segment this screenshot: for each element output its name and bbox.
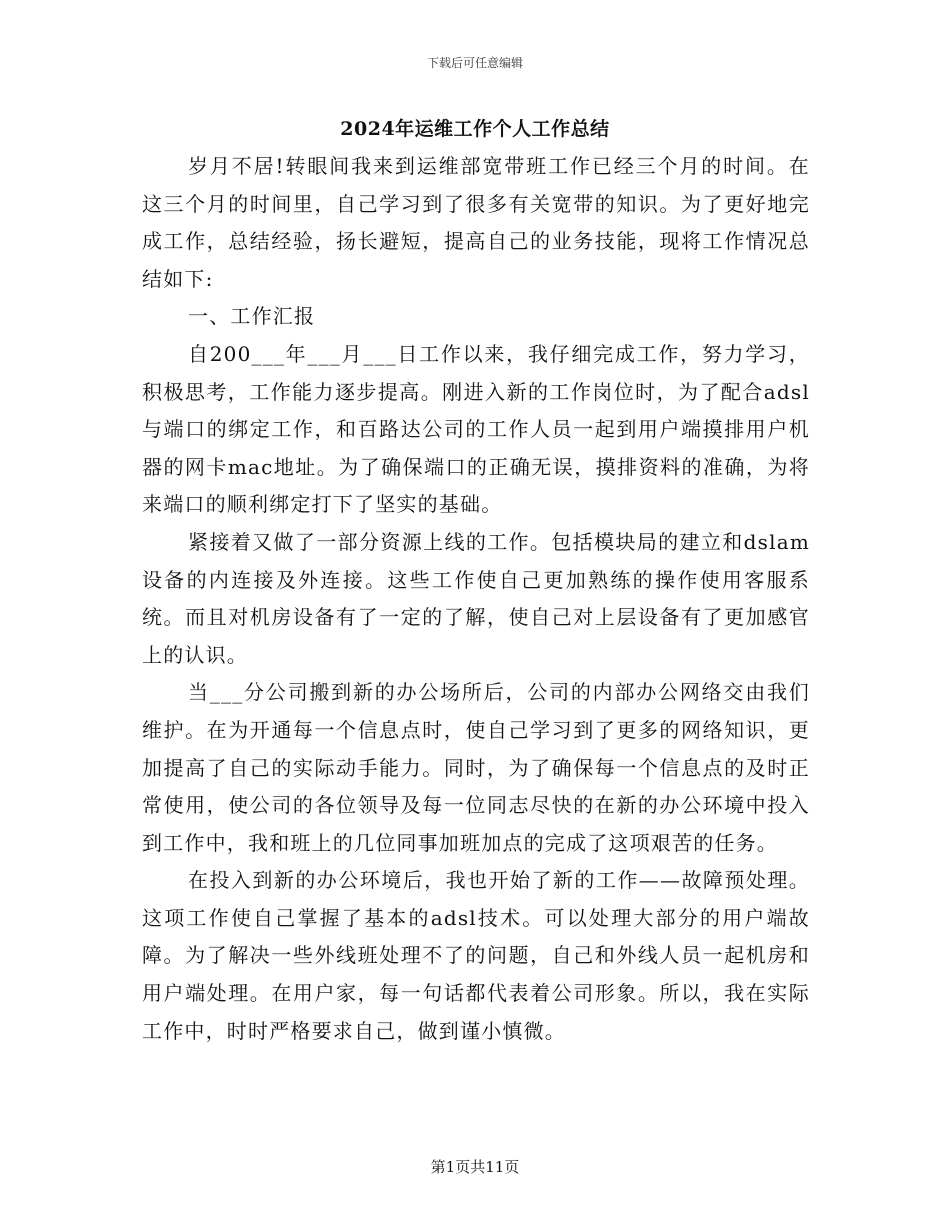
document-body [142,148,810,1050]
paragraph-office-network: 当___分公司搬到新的办公场所后，公司的内部办公网络交由我们维护。在为开通每一个信息点时，使自己学习到了更多的网络知识，更加提高了自己的实际动手能力。同时，为了确保每一个信息点的及时正常使用，使公司的各位领导及每一位同志尽快的在新的办公环境中投入到工作中，我和班上的几位同事加班加点的完成了这项艰苦的任务。 [142,680,810,855]
paragraph-resource-online: 紧接着又做了一部分资源上线的工作。包括模块局的建立和dslam设备的内连接及外连接。这些工作使自己更加熟练的操作使用客服系统。而且对机房设备有了一定的了解，使自己对上层设备有了更加感官上的认识。 [142,529,810,667]
paragraph-work-start: 自200___年___月___日工作以来，我仔细完成工作，努力学习，积极思考，工作能力逐步提高。刚进入新的工作岗位时，为了配合adsl与端口的绑定工作，和百路达公司的工作人员一起到用户端摸排用户机器的网卡mac地址。为了确保端口的正确无误，摸排资料的准确，为将来端口的顺利绑定打下了坚实的基础。 [142,341,810,517]
header-note: 下载后可任意编辑 [426,56,523,70]
page-number: 第1页共11页 [430,1158,520,1176]
document-title: 2024年运维工作个人工作总结 [340,118,610,140]
paragraph-intro: 岁月不居!转眼间我来到运维部宽带班工作已经三个月的时间。在这三个月的时间里，自己学习到了很多有关宽带的知识。为了更好地完成工作，总结经验，扬长避短，提高自己的业务技能，现将工作情况总结如下: [142,154,810,291]
section-heading-work-report: 一、工作汇报 [188,304,316,329]
paragraph-fault-handling: 在投入到新的办公环境后，我也开始了新的工作——故障预处理。这项工作使自己掌握了基本的adsl技术。可以处理大部分的用户端故障。为了解决一些外线班处理不了的问题，自己和外线人员一起机房和用户端处理。在用户家，每一句话都代表着公司形象。所以，我在实际工作中，时时严格要求自己，做到谨小慎微。 [142,868,810,1043]
